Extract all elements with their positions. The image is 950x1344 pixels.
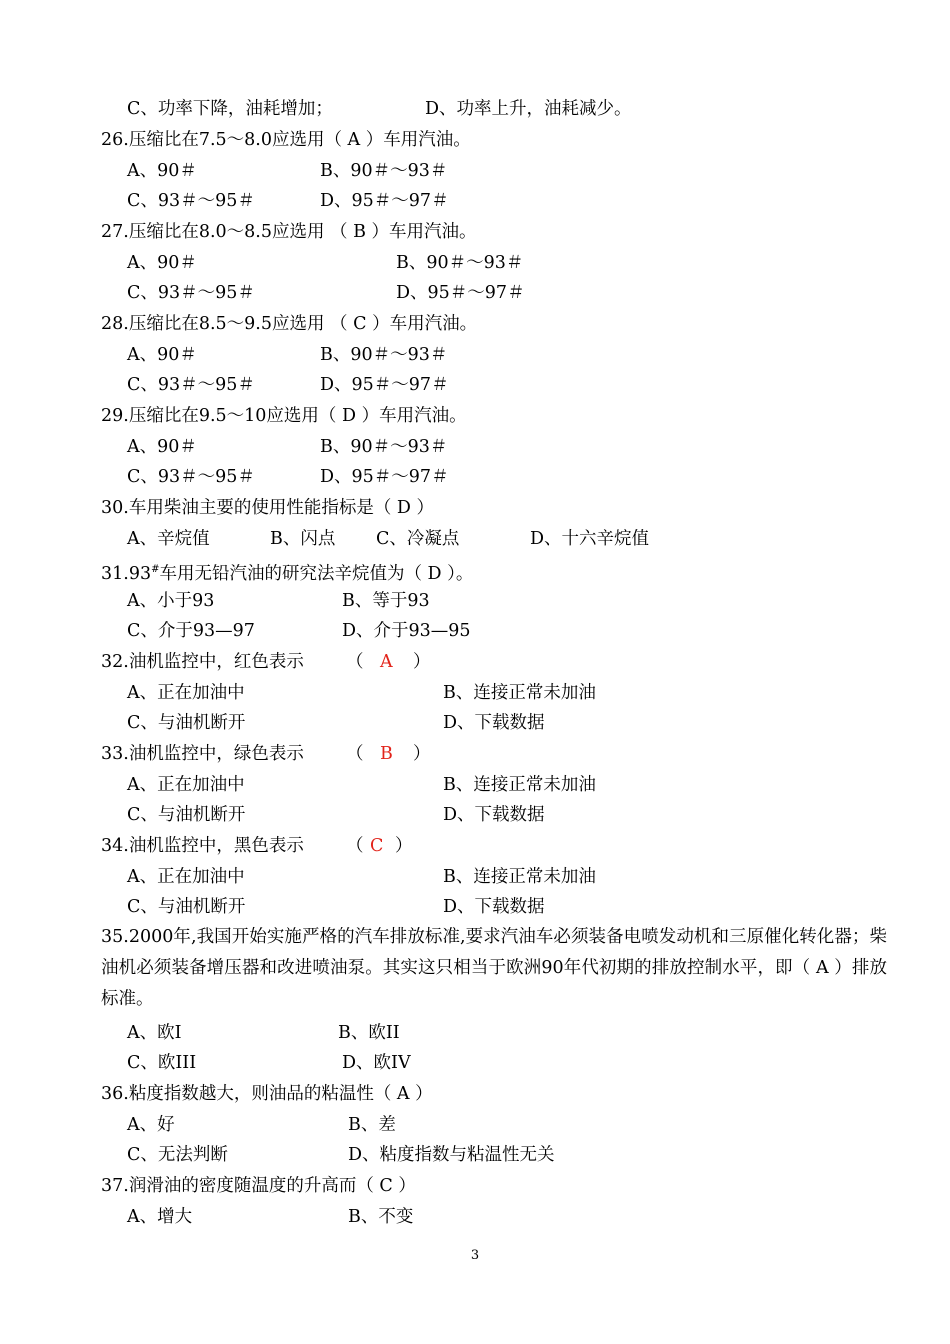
q34-open-paren: （ — [346, 836, 364, 856]
q33-open-paren: （ — [346, 744, 364, 764]
q35-option-a: A、欧Ⅰ — [127, 1023, 182, 1043]
q31-option-c: C、介于93—97 — [127, 621, 255, 641]
q36-stem: 36.粘度指数越大，则油品的粘温性（ A ） — [101, 1084, 433, 1104]
q36-option-a: A、好 — [127, 1115, 175, 1135]
q29-stem: 29.压缩比在9.5～10应选用（ D ）车用汽油。 — [101, 406, 467, 426]
q31-stem-prefix: 31.93 — [101, 563, 152, 584]
q37-option-a: A、增大 — [127, 1207, 193, 1227]
q31-option-a: A、小于93 — [127, 591, 215, 611]
q33-option-a: A、正在加油中 — [127, 775, 245, 795]
q29-option-b: B、90＃～93＃ — [320, 437, 448, 457]
q26-stem: 26.压缩比在7.5～8.0应选用（ A ）车用汽油。 — [101, 130, 471, 150]
q32-option-b: B、连接正常未加油 — [443, 683, 596, 703]
q30-stem: 30.车用柴油主要的使用性能指标是（ D ） — [101, 498, 434, 518]
q35-stem: 35.2000年,我国开始实施严格的汽车排放标准,要求汽油车必须装备电喷发动机和三原催化转化器；柴油机必须装备增压器和改进喷油泵。其实这只相当于欧洲90年代初期的排放控制水平，即（ A ）排放标准。 — [101, 927, 887, 1009]
q29-option-d: D、95＃～97＃ — [320, 467, 449, 487]
q25-option-c: C、功率下降，油耗增加； — [127, 99, 333, 119]
q33-option-d: D、下载数据 — [443, 805, 545, 825]
q29-option-a: A、90＃ — [127, 437, 197, 457]
q32-option-a: A、正在加油中 — [127, 683, 245, 703]
q28-option-a: A、90＃ — [127, 345, 197, 365]
q33-answer: B — [380, 744, 393, 764]
q26-option-b: B、90＃～93＃ — [320, 161, 448, 181]
q33-stem: 33.油机监控中，绿色表示 — [101, 744, 304, 764]
q35-option-b: B、欧II — [338, 1023, 400, 1043]
q31-option-b: B、等于93 — [342, 591, 430, 611]
q34-option-c: C、与油机断开 — [127, 897, 246, 917]
q32-open-paren: （ — [346, 652, 364, 672]
q28-option-d: D、95＃～97＃ — [320, 375, 449, 395]
q32-close-paren: ） — [413, 652, 431, 672]
q32-stem: 32.油机监控中，红色表示 — [101, 652, 304, 672]
q26-option-a: A、90＃ — [127, 161, 197, 181]
q33-option-b: B、连接正常未加油 — [443, 775, 596, 795]
q36-option-d: D、粘度指数与粘温性无关 — [348, 1145, 555, 1165]
q27-option-a: A、90＃ — [127, 253, 197, 273]
q32-option-c: C、与油机断开 — [127, 713, 246, 733]
q34-option-d: D、下载数据 — [443, 897, 545, 917]
q25-option-d: D、功率上升，油耗减少。 — [425, 99, 632, 119]
q30-option-b: B、闪点 — [270, 529, 336, 549]
q27-option-c: C、93＃～95＃ — [127, 283, 255, 303]
q35-option-c: C、欧III — [127, 1053, 197, 1073]
q31-stem-suffix: 车用无铅汽油的研究法辛烷值为（ D ）。 — [159, 563, 474, 584]
q36-option-b: B、差 — [348, 1115, 396, 1135]
q34-close-paren: ） — [395, 836, 413, 856]
q33-option-c: C、与油机断开 — [127, 805, 246, 825]
q26-option-c: C、93＃～95＃ — [127, 191, 255, 211]
q32-option-d: D、下载数据 — [443, 713, 545, 733]
q35-option-d: D、欧IV — [342, 1053, 411, 1073]
q31-stem-superscript: # — [151, 564, 160, 575]
q34-answer: C — [370, 836, 384, 856]
page-number: 3 — [470, 1248, 480, 1263]
q37-stem: 37.润滑油的密度随温度的升高而（ C ） — [101, 1176, 416, 1196]
q28-option-c: C、93＃～95＃ — [127, 375, 255, 395]
q36-option-c: C、无法判断 — [127, 1145, 228, 1165]
q34-option-b: B、连接正常未加油 — [443, 867, 596, 887]
q27-stem: 27.压缩比在8.0～8.5应选用 （ B ）车用汽油。 — [101, 222, 477, 242]
q28-option-b: B、90＃～93＃ — [320, 345, 448, 365]
q28-stem: 28.压缩比在8.5～9.5应选用 （ C ）车用汽油。 — [101, 314, 478, 334]
q27-option-b: B、90＃～93＃ — [396, 253, 524, 273]
q29-option-c: C、93＃～95＃ — [127, 467, 255, 487]
q27-option-d: D、95＃～97＃ — [396, 283, 525, 303]
q37-option-b: B、不变 — [348, 1207, 414, 1227]
q34-option-a: A、正在加油中 — [127, 867, 245, 887]
q31-stem — [101, 558, 473, 582]
q34-stem: 34.油机监控中，黑色表示 — [101, 836, 304, 856]
q33-close-paren: ） — [413, 744, 431, 764]
q30-option-c: C、冷凝点 — [376, 529, 460, 549]
q32-answer: A — [380, 652, 393, 672]
q31-option-d: D、介于93—95 — [342, 621, 471, 641]
q30-option-a: A、辛烷值 — [127, 529, 210, 549]
q30-option-d: D、十六辛烷值 — [530, 529, 650, 549]
q26-option-d: D、95＃～97＃ — [320, 191, 449, 211]
